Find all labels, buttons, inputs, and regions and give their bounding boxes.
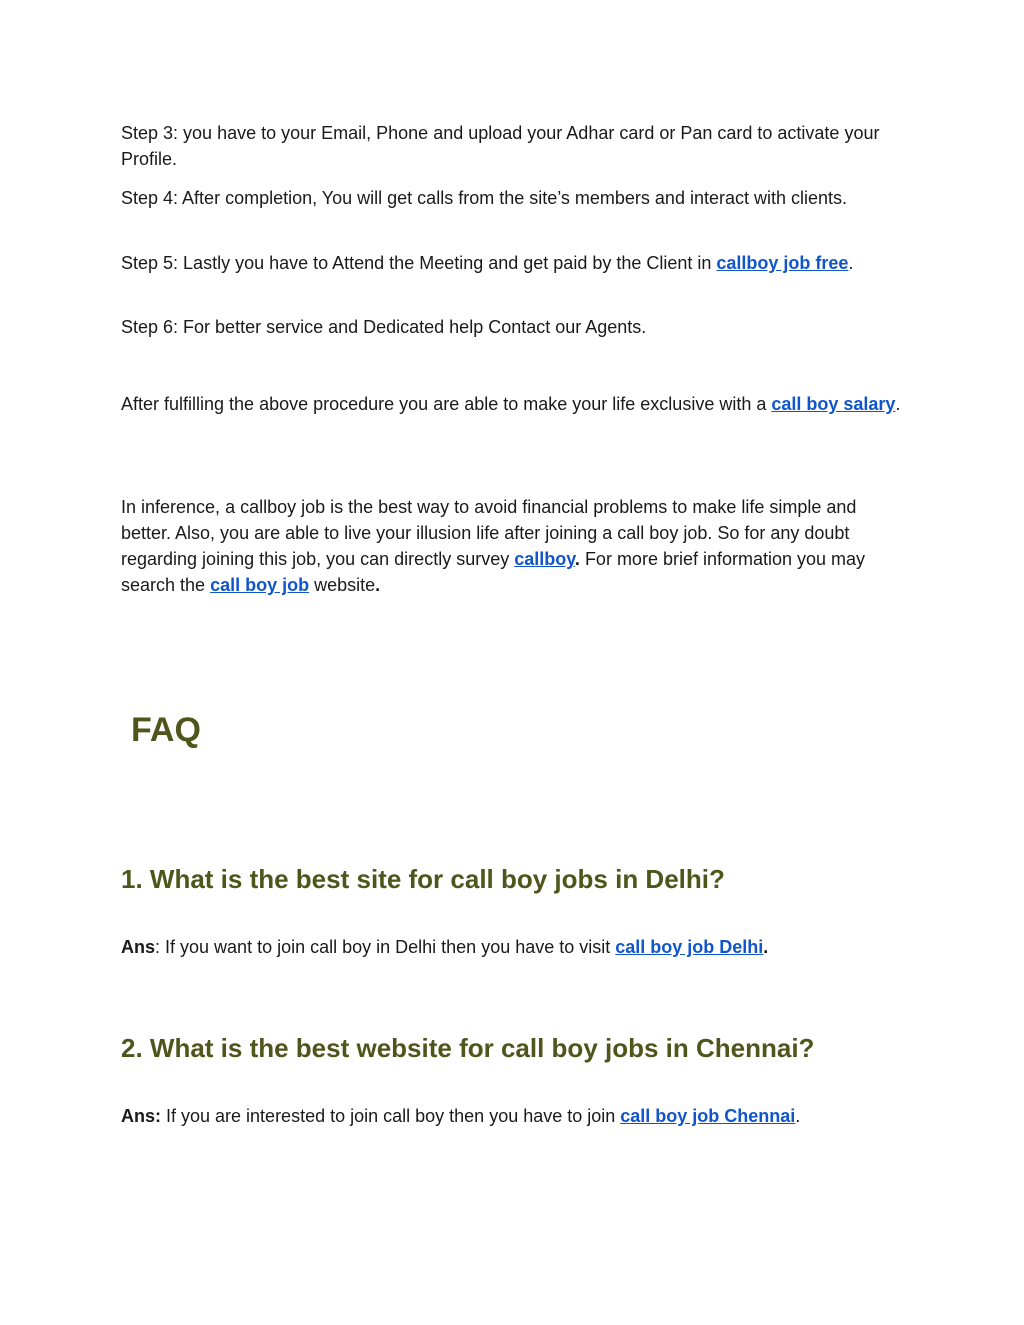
faq-answer-2 xyxy=(121,1103,911,1129)
step-3-paragraph xyxy=(121,120,911,172)
faq-answer-1 xyxy=(121,934,911,960)
step-6-paragraph xyxy=(121,314,911,340)
inference-text-1: In inference, a callboy job is the best way to avoid financial problems to make life simple and better. Also, you are able to live your illusion life after joining a call boy job. So for any doubt regarding joining this job, you can directly survey xyxy=(121,497,857,569)
answer-2-end: . xyxy=(795,1106,801,1126)
faq-question-1: 1. What is the best site for call boy jobs in Delhi? xyxy=(121,864,725,894)
step-3-text: Step 3: you have to your Email, Phone and upload your Adhar card or Pan card to activate your Profile. xyxy=(121,123,880,169)
after-end: . xyxy=(895,394,901,414)
step-4-text: Step 4: After completion, You will get calls from the site’s members and interact with clients. xyxy=(121,188,848,208)
callboy-job-free-link[interactable]: callboy job free xyxy=(716,253,849,273)
faq-question-2: 2. What is the best website for call boy jobs in Chennai? xyxy=(121,1033,815,1063)
answer-2-label: Ans: xyxy=(121,1106,161,1126)
call-boy-salary-link[interactable]: call boy salary xyxy=(771,394,896,414)
call-boy-job-delhi-link[interactable]: call boy job Delhi xyxy=(615,937,764,957)
step-5-text: Step 5: Lastly you have to Attend the Meeting and get paid by the Client in xyxy=(121,253,717,273)
inference-dot-1: . xyxy=(574,549,580,569)
inference-text-2: For more brief information you may search the xyxy=(121,549,866,595)
call-boy-job-chennai-link[interactable]: call boy job Chennai xyxy=(620,1106,796,1126)
call-boy-job-link[interactable]: call boy job xyxy=(210,575,310,595)
step-5-end: . xyxy=(848,253,854,273)
answer-1-label: Ans xyxy=(121,937,156,957)
callboy-link[interactable]: callboy xyxy=(514,549,575,569)
faq-heading: FAQ xyxy=(131,711,201,749)
inference-text-3: website xyxy=(309,575,376,595)
answer-1-text: : If you want to join call boy in Delhi then you have to visit xyxy=(155,937,616,957)
answer-2-text: If you are interested to join call boy then you have to join xyxy=(161,1106,621,1126)
after-text: After fulfilling the above procedure you are able to make your life exclusive with a xyxy=(121,394,772,414)
answer-1-end: . xyxy=(763,937,769,957)
after-paragraph xyxy=(121,391,911,417)
inference-paragraph xyxy=(121,494,911,598)
step-5-paragraph xyxy=(121,250,911,276)
inference-dot-2: . xyxy=(375,575,381,595)
step-6-text: Step 6: For better service and Dedicated help Contact our Agents. xyxy=(121,317,647,337)
step-4-paragraph xyxy=(121,185,911,211)
